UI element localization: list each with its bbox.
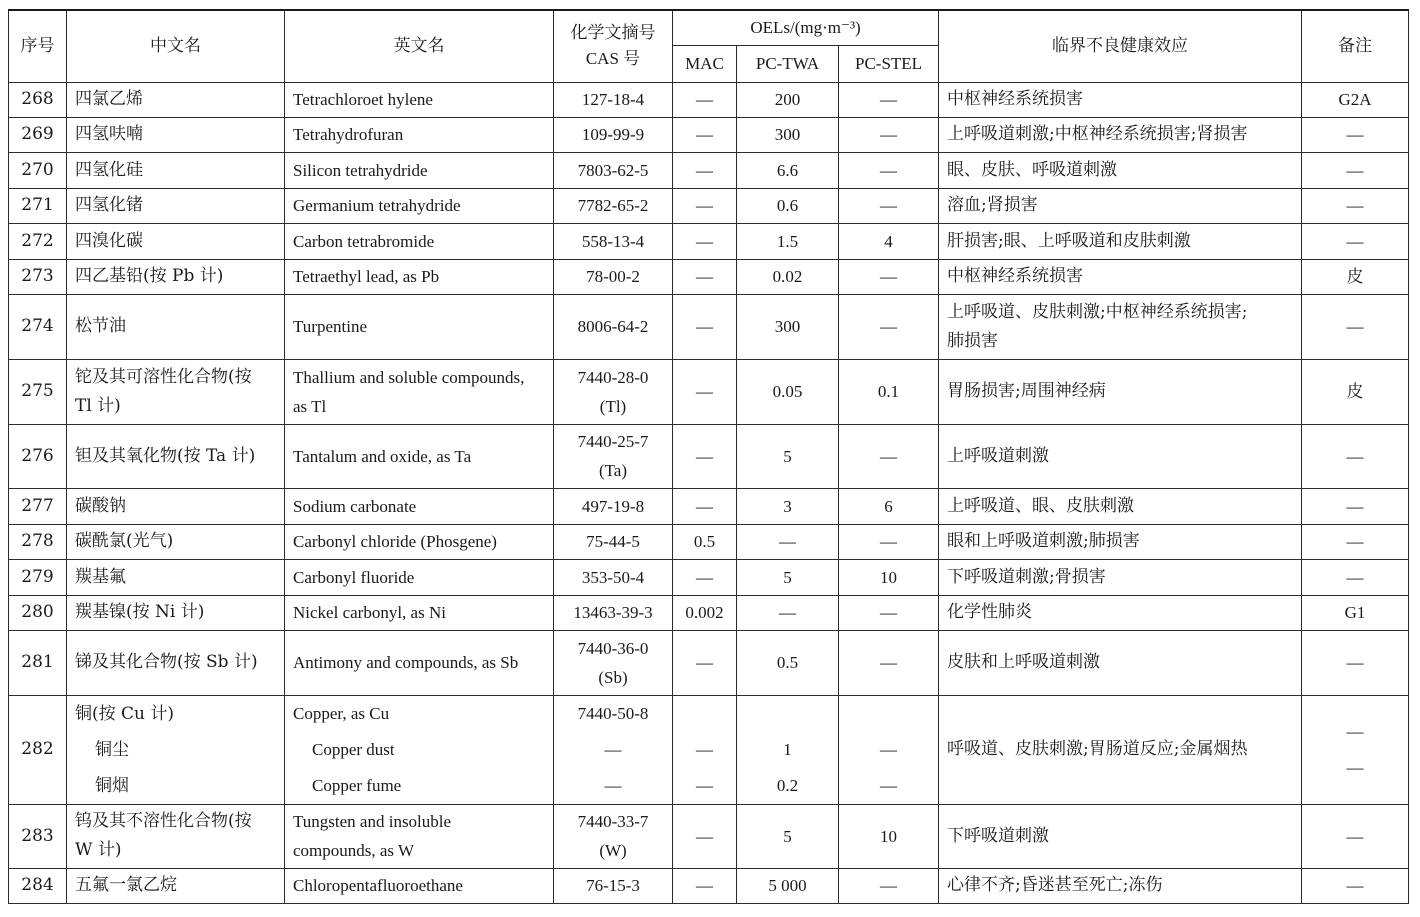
cell-stel-line: — [880, 739, 898, 759]
cell-cas-line: 7440-28-0 [577, 367, 649, 387]
cell-cas: 558-13-4 [554, 223, 673, 259]
cell-no: 273 [9, 259, 67, 294]
cell-en [285, 804, 554, 868]
cell-cn: 羰基镍(按 Ni 计) [67, 595, 285, 630]
table-row [9, 595, 1409, 630]
cell-cas: 109-99-9 [554, 117, 673, 152]
cell-no: 270 [9, 152, 67, 188]
cell-note [1302, 695, 1409, 804]
cell-cn-line: 铜烟 [95, 775, 129, 796]
cell-effect-line: 上呼吸道、皮肤刺激;中枢神经系统损害; [947, 301, 1248, 322]
table-row [9, 630, 1409, 695]
cell-cas: 127-18-4 [554, 82, 673, 117]
cell-mac-line: — [696, 775, 713, 795]
cell-cn-line: Tl 计) [75, 395, 121, 416]
cell-effect: 眼和上呼吸道刺激;肺损害 [939, 524, 1302, 559]
cell-cn [67, 695, 285, 804]
cell-cas [554, 630, 673, 695]
header-mac: MAC [673, 45, 737, 82]
cell-stel: — [839, 630, 939, 695]
header-seq: 序号 [9, 10, 67, 82]
cell-note: — [1302, 524, 1409, 559]
cell-cn: 四氢化锗 [67, 188, 285, 223]
cell-twa: — [737, 595, 839, 630]
cell-effect-line: 肺损害 [947, 330, 999, 351]
cell-note: — [1302, 488, 1409, 524]
table-row [9, 488, 1409, 524]
cell-note: — [1302, 294, 1409, 359]
cell-cn: 五氟一氯乙烷 [67, 868, 285, 903]
cell-en: Sodium carbonate [285, 488, 554, 524]
cell-en: Tetrachloroet hylene [285, 82, 554, 117]
cell-no: 279 [9, 559, 67, 595]
table-row [9, 294, 1409, 359]
cell-mac: — [673, 559, 737, 595]
cell-cas: 7803-62-5 [554, 152, 673, 188]
cell-stel: 6 [839, 488, 939, 524]
cell-cn: 四乙基铅(按 Pb 计) [67, 259, 285, 294]
cell-twa: 6.6 [737, 152, 839, 188]
cell-mac: — [673, 82, 737, 117]
table-row [9, 117, 1409, 152]
oels-table [8, 9, 1409, 904]
cell-cas-line: — [604, 739, 622, 759]
cell-stel: 4 [839, 223, 939, 259]
cell-cn: 羰基氟 [67, 559, 285, 595]
cell-stel: — [839, 424, 939, 488]
cell-cn: 锑及其化合物(按 Sb 计) [67, 630, 285, 695]
cell-cas-line: 7440-25-7 [577, 432, 649, 451]
cell-stel: — [839, 117, 939, 152]
cell-effect: 皮肤和上呼吸道刺激 [939, 630, 1302, 695]
cell-mac: — [673, 152, 737, 188]
cell-stel: 0.1 [839, 359, 939, 424]
cell-effect [939, 294, 1302, 359]
cell-cn-line: W 计) [75, 840, 122, 860]
cell-mac-line: — [696, 739, 713, 759]
header-twa: PC-TWA [737, 45, 839, 82]
cell-note: — [1302, 559, 1409, 595]
cell-note: 皮 [1302, 359, 1409, 424]
cell-stel: — [839, 259, 939, 294]
cell-mac: — [673, 424, 737, 488]
cell-twa: 0.6 [737, 188, 839, 223]
cell-cas-line: — [604, 775, 622, 795]
cell-twa: 3 [737, 488, 839, 524]
cell-en-line: Copper, as Cu [293, 703, 390, 723]
cell-cn-line: 铊及其可溶性化合物(按 [75, 366, 252, 387]
cell-cn-line: 钨及其不溶性化合物(按 [75, 811, 252, 831]
cell-en: Carbonyl fluoride [285, 559, 554, 595]
cell-twa: 1.5 [737, 223, 839, 259]
table-row [9, 152, 1409, 188]
cell-twa: 5 [737, 804, 839, 868]
cell-stel: 10 [839, 559, 939, 595]
cell-mac: — [673, 868, 737, 903]
header-stel: PC-STEL [839, 45, 939, 82]
cell-twa: 0.5 [737, 630, 839, 695]
cell-en: Chloropentafluoroethane [285, 868, 554, 903]
cell-mac: — [673, 359, 737, 424]
cell-effect: 溶血;肾损害 [939, 188, 1302, 223]
cell-cas-line: (Sb) [598, 667, 628, 687]
cell-cn [67, 804, 285, 868]
cell-en-line: Copper dust [312, 739, 395, 759]
cell-no: 282 [9, 695, 67, 804]
cell-cas: 78-00-2 [554, 259, 673, 294]
cell-en: Tantalum and oxide, as Ta [285, 424, 554, 488]
cell-cn: 四氢呋喃 [67, 117, 285, 152]
cell-note: G2A [1302, 82, 1409, 117]
table-row [9, 804, 1409, 868]
cell-effect: 心律不齐;昏迷甚至死亡;冻伤 [939, 868, 1302, 903]
cell-note-line: — [1346, 757, 1364, 777]
cell-twa-line: 1 [783, 739, 792, 759]
cell-cas [554, 359, 673, 424]
cell-cn [67, 359, 285, 424]
cell-stel-line [847, 696, 930, 732]
cell-cn: 钽及其氧化物(按 Ta 计) [67, 424, 285, 488]
cell-no: 274 [9, 294, 67, 359]
cell-effect: 下呼吸道刺激 [939, 804, 1302, 868]
cell-en: Carbon tetrabromide [285, 223, 554, 259]
cell-mac: — [673, 188, 737, 223]
cell-note: — [1302, 868, 1409, 903]
table-row [9, 868, 1409, 903]
cell-cas [554, 804, 673, 868]
cell-en-line: Tungsten and insoluble [293, 812, 452, 831]
cell-no: 272 [9, 223, 67, 259]
cell-note: — [1302, 188, 1409, 223]
cell-cn-line: 铜尘 [95, 739, 129, 760]
cell-cas: 13463-39-3 [554, 595, 673, 630]
cell-cas [554, 695, 673, 804]
cell-en: Nickel carbonyl, as Ni [285, 595, 554, 630]
cell-twa: 5 [737, 424, 839, 488]
cell-no: 281 [9, 630, 67, 695]
cell-effect: 呼吸道、皮肤刺激;胃肠道反应;金属烟热 [939, 695, 1302, 804]
cell-stel: — [839, 152, 939, 188]
cell-note: — [1302, 630, 1409, 695]
cell-note: — [1302, 117, 1409, 152]
cell-note: G1 [1302, 595, 1409, 630]
table-row [9, 223, 1409, 259]
cell-twa-line: 0.2 [776, 775, 799, 795]
cell-cas: 75-44-5 [554, 524, 673, 559]
cell-twa [737, 695, 839, 804]
cell-cn: 四氢化硅 [67, 152, 285, 188]
header-note: 备注 [1302, 10, 1409, 82]
cell-cas: 497-19-8 [554, 488, 673, 524]
cell-note: — [1302, 152, 1409, 188]
cell-note: — [1302, 804, 1409, 868]
cell-effect: 化学性肺炎 [939, 595, 1302, 630]
header-en-name: 英文名 [285, 10, 554, 82]
cell-no: 268 [9, 82, 67, 117]
cell-mac: — [673, 259, 737, 294]
cell-en: Germanium tetrahydride [285, 188, 554, 223]
cell-en [285, 695, 554, 804]
cell-no: 280 [9, 595, 67, 630]
cell-stel: 10 [839, 804, 939, 868]
cell-cas-line: 7440-50-8 [577, 703, 649, 723]
cell-effect: 下呼吸道刺激;骨损害 [939, 559, 1302, 595]
cell-mac-line [681, 696, 728, 732]
cell-en: Silicon tetrahydride [285, 152, 554, 188]
cell-stel: — [839, 524, 939, 559]
cell-stel [839, 695, 939, 804]
table-row [9, 259, 1409, 294]
table-body [9, 82, 1409, 903]
cell-cn-line: 铜(按 Cu 计) [75, 703, 175, 724]
cell-effect: 上呼吸道刺激;中枢神经系统损害;肾损害 [939, 117, 1302, 152]
cell-note: — [1302, 223, 1409, 259]
cell-mac: — [673, 294, 737, 359]
cell-effect: 上呼吸道、眼、皮肤刺激 [939, 488, 1302, 524]
cell-cas: 76-15-3 [554, 868, 673, 903]
cell-en: Carbonyl chloride (Phosgene) [285, 524, 554, 559]
cell-twa-line [745, 696, 830, 732]
cell-en-line: compounds, as W [293, 841, 415, 860]
cell-en: Turpentine [285, 294, 554, 359]
cell-note: — [1302, 424, 1409, 488]
cell-effect: 上呼吸道刺激 [939, 424, 1302, 488]
cell-twa: 5 [737, 559, 839, 595]
cell-effect: 中枢神经系统损害 [939, 82, 1302, 117]
cell-effect: 胃肠损害;周围神经病 [939, 359, 1302, 424]
cell-effect: 中枢神经系统损害 [939, 259, 1302, 294]
cell-twa: 5 000 [737, 868, 839, 903]
table-row [9, 188, 1409, 223]
cell-cas: 7782-65-2 [554, 188, 673, 223]
cell-no: 271 [9, 188, 67, 223]
cell-en: Tetraethyl lead, as Pb [285, 259, 554, 294]
header-cn-name: 中文名 [67, 10, 285, 82]
cell-cas-line: (Tl) [599, 396, 627, 416]
cell-cn: 碳酸钠 [67, 488, 285, 524]
cell-no: 275 [9, 359, 67, 424]
cell-stel: — [839, 595, 939, 630]
cell-no: 277 [9, 488, 67, 524]
cell-cas-line: 7440-33-7 [577, 812, 649, 831]
cell-mac: 0.5 [673, 524, 737, 559]
table-row [9, 695, 1409, 804]
cell-stel: — [839, 188, 939, 223]
header-effect: 临界不良健康效应 [939, 10, 1302, 82]
cell-no: 283 [9, 804, 67, 868]
cell-en-line: as Tl [293, 396, 327, 416]
cell-mac: — [673, 117, 737, 152]
header-cas-line2: CAS 号 [585, 49, 641, 69]
table-row [9, 359, 1409, 424]
header-cas [554, 10, 673, 82]
table-row [9, 559, 1409, 595]
cell-stel: — [839, 82, 939, 117]
cell-en [285, 359, 554, 424]
cell-no: 269 [9, 117, 67, 152]
header-oels: OELs/(mg·m⁻³) [673, 10, 939, 45]
cell-mac: — [673, 488, 737, 524]
cell-effect: 肝损害;眼、上呼吸道和皮肤刺激 [939, 223, 1302, 259]
cell-twa: 0.02 [737, 259, 839, 294]
cell-mac: — [673, 223, 737, 259]
cell-cas-line: (Ta) [598, 461, 628, 480]
cell-en-line: Thallium and soluble compounds, [293, 367, 525, 387]
cell-twa: 200 [737, 82, 839, 117]
cell-cas [554, 424, 673, 488]
cell-no: 284 [9, 868, 67, 903]
cell-mac [673, 695, 737, 804]
cell-no: 278 [9, 524, 67, 559]
cell-en: Antimony and compounds, as Sb [285, 630, 554, 695]
cell-mac: — [673, 630, 737, 695]
cell-en-line: Copper fume [312, 775, 402, 795]
cell-mac: 0.002 [673, 595, 737, 630]
cell-cas: 353-50-4 [554, 559, 673, 595]
cell-stel-line: — [880, 775, 898, 795]
cell-cn: 碳酰氯(光气) [67, 524, 285, 559]
table-row [9, 82, 1409, 117]
cell-cas-line: 7440-36-0 [577, 638, 649, 658]
cell-mac: — [673, 804, 737, 868]
cell-cas-line: (W) [599, 841, 627, 860]
table-row [9, 424, 1409, 488]
cell-note: 皮 [1302, 259, 1409, 294]
cell-stel: — [839, 868, 939, 903]
cell-effect: 眼、皮肤、呼吸道刺激 [939, 152, 1302, 188]
cell-twa: 0.05 [737, 359, 839, 424]
cell-cn: 四氯乙烯 [67, 82, 285, 117]
header-cas-line1: 化学文摘号 [570, 23, 656, 44]
table-row [9, 524, 1409, 559]
cell-twa: — [737, 524, 839, 559]
cell-no: 276 [9, 424, 67, 488]
cell-en: Tetrahydrofuran [285, 117, 554, 152]
cell-twa: 300 [737, 294, 839, 359]
cell-cas: 8006-64-2 [554, 294, 673, 359]
cell-twa: 300 [737, 117, 839, 152]
cell-cn: 四溴化碳 [67, 223, 285, 259]
cell-stel: — [839, 294, 939, 359]
cell-note-line: — [1346, 721, 1364, 741]
cell-cn: 松节油 [67, 294, 285, 359]
